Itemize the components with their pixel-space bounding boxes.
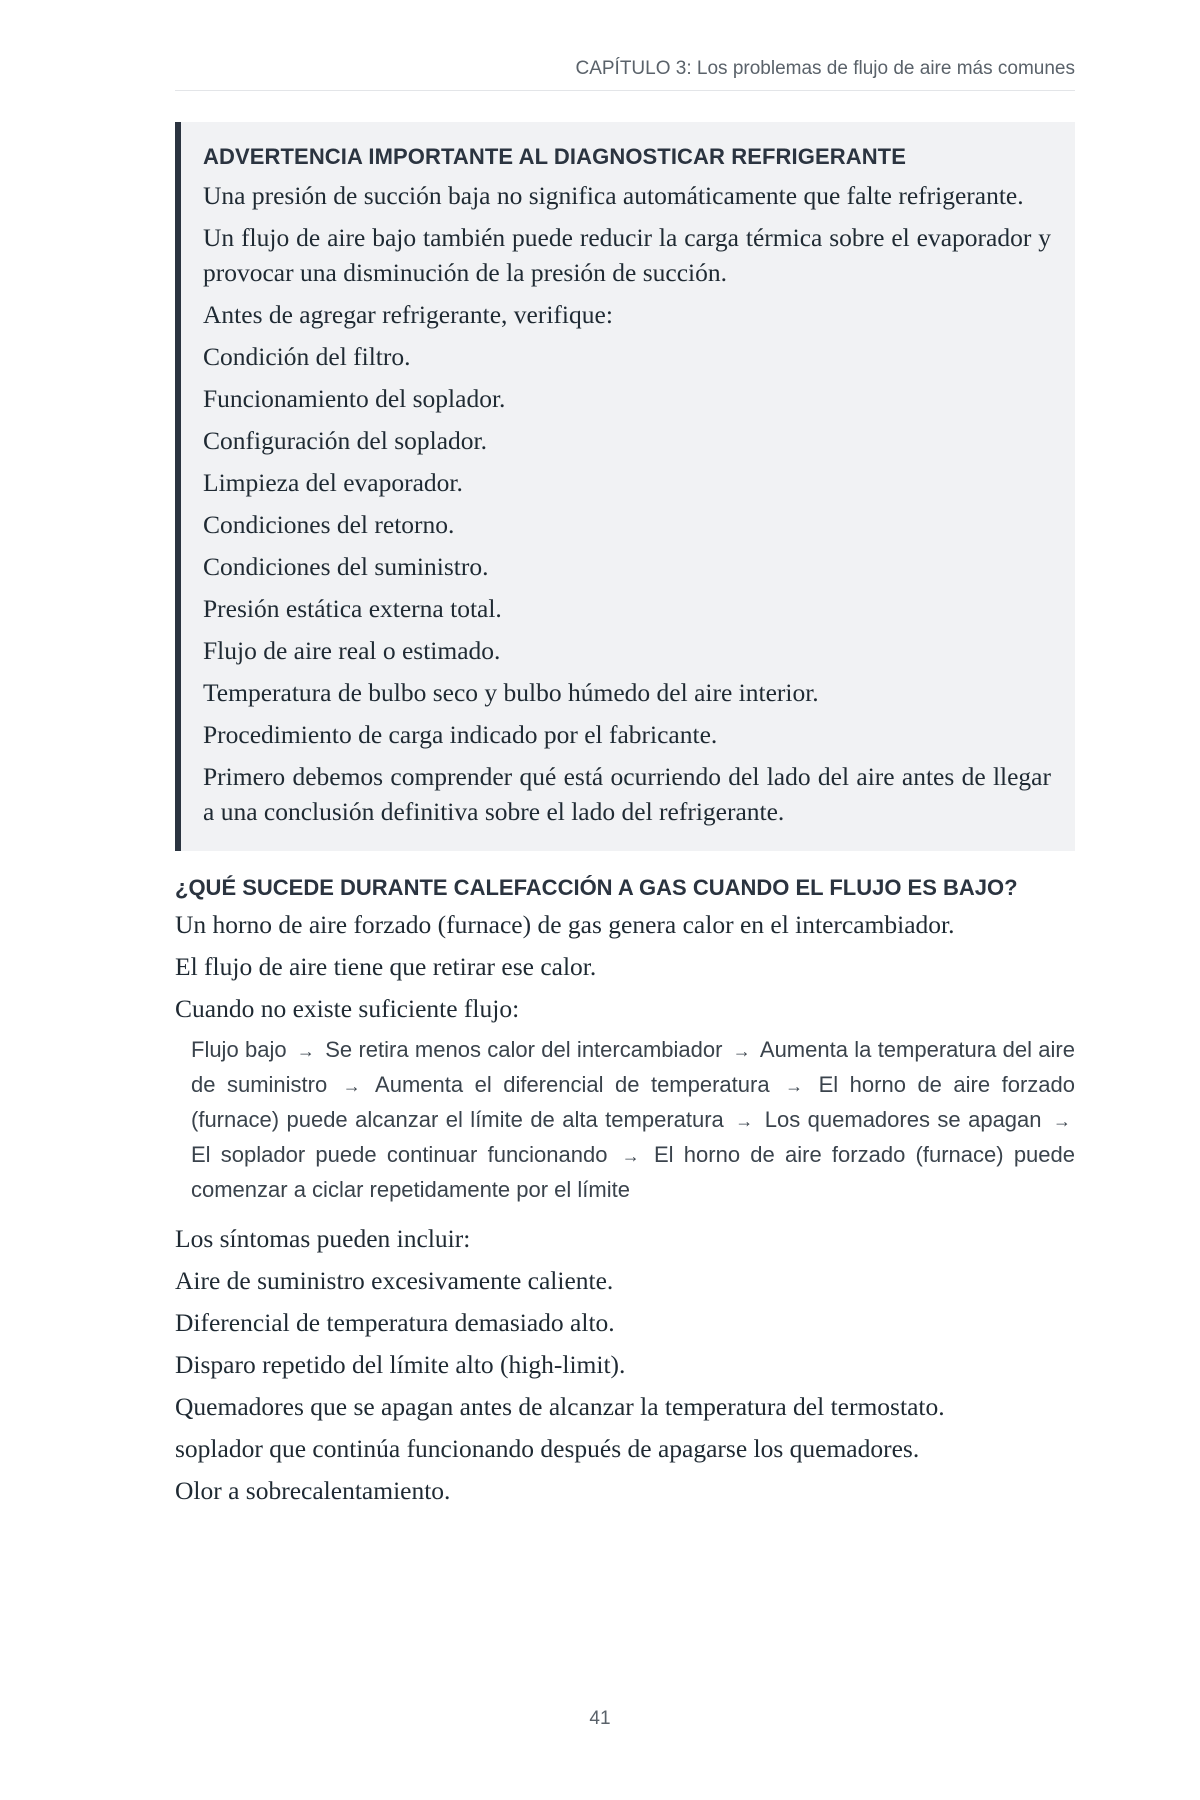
chain-step: Se retira menos calor del intercambiador: [325, 1037, 723, 1062]
callout-title: ADVERTENCIA IMPORTANTE AL DIAGNOSTICAR REFRIGERANTE: [203, 144, 906, 169]
arrow-right-icon: →: [621, 1146, 640, 1166]
arrow-right-icon: →: [1053, 1111, 1071, 1131]
checklist-item: Configuración del soplador.: [203, 426, 487, 455]
chain-step: El soplador puede continuar funcionando: [191, 1142, 608, 1167]
chain-step: Flujo bajo: [191, 1037, 287, 1062]
callout-paragraph: Una presión de succión baja no significa automáticamente que falte refrigerante.: [203, 181, 1024, 210]
cause-effect-chain: [191, 1033, 1075, 1207]
checklist-item: Flujo de aire real o estimado.: [203, 636, 501, 665]
chain-step: Los quemadores se apagan: [764, 1107, 1042, 1132]
chain-step: El horno de aire forzado (furnace) puede alcanzar el límite de alta temperatura: [191, 1072, 1075, 1132]
running-header: CAPÍTULO 3: Los problemas de flujo de aire más comunes: [175, 58, 1075, 91]
chain-step: Aumenta el diferencial de temperatura: [375, 1072, 770, 1097]
checklist-item: Condiciones del suministro.: [203, 552, 489, 581]
chain-step: Aumenta la temperatura del aire de suministro: [191, 1037, 1075, 1097]
checklist-item: Temperatura de bulbo seco y bulbo húmedo del aire interior.: [203, 678, 819, 707]
section-body: [175, 907, 1075, 1508]
section-heading: ¿QUÉ SUCEDE DURANTE CALEFACCIÓN A GAS CUANDO EL FLUJO ES BAJO?: [175, 875, 1018, 900]
chain-step: El horno de aire forzado (furnace) puede comenzar a ciclar repetidamente por el límite: [191, 1142, 1075, 1202]
body-paragraph: El flujo de aire tiene que retirar ese calor.: [175, 952, 597, 981]
warning-callout: [175, 122, 1075, 851]
callout-paragraph: Un flujo de aire bajo también puede reducir la carga térmica sobre el evaporador y provocar una disminución de la presión de succión.: [203, 223, 1051, 287]
symptom-item: Disparo repetido del límite alto (high-limit).: [175, 1350, 626, 1379]
body-paragraph: Un horno de aire forzado (furnace) de gas genera calor en el intercambiador.: [175, 910, 955, 939]
checklist-item: Condición del filtro.: [203, 342, 411, 371]
checklist-item: Procedimiento de carga indicado por el fabricante.: [203, 720, 718, 749]
arrow-right-icon: →: [732, 1041, 751, 1061]
page-content: [175, 122, 1075, 1515]
checklist-item: Funcionamiento del soplador.: [203, 384, 506, 413]
arrow-right-icon: →: [735, 1111, 754, 1131]
checklist-item: Limpieza del evaporador.: [203, 468, 463, 497]
symptom-item: Diferencial de temperatura demasiado alto.: [175, 1308, 615, 1337]
symptom-item: Olor a sobrecalentamiento.: [175, 1476, 451, 1505]
body-paragraph: Los síntomas pueden incluir:: [175, 1224, 471, 1253]
page-number: 41: [589, 1708, 611, 1729]
symptom-item: Aire de suministro excesivamente caliente.: [175, 1266, 614, 1295]
arrow-right-icon: →: [342, 1076, 361, 1096]
symptom-item: Quemadores que se apagan antes de alcanzar la temperatura del termostato.: [175, 1392, 945, 1421]
symptom-item: soplador que continúa funcionando después de apagarse los quemadores.: [175, 1434, 920, 1463]
callout-paragraph: Primero debemos comprender qué está ocurriendo del lado del aire antes de llegar a una conclusión definitiva sobre el lado del refrigerante.: [203, 762, 1051, 826]
checklist-item: Presión estática externa total.: [203, 594, 502, 623]
body-paragraph: Cuando no existe suficiente flujo:: [175, 994, 520, 1023]
callout-paragraph: Antes de agregar refrigerante, verifique:: [203, 300, 613, 329]
checklist-item: Condiciones del retorno.: [203, 510, 455, 539]
arrow-right-icon: →: [296, 1041, 315, 1061]
arrow-right-icon: →: [785, 1076, 804, 1096]
